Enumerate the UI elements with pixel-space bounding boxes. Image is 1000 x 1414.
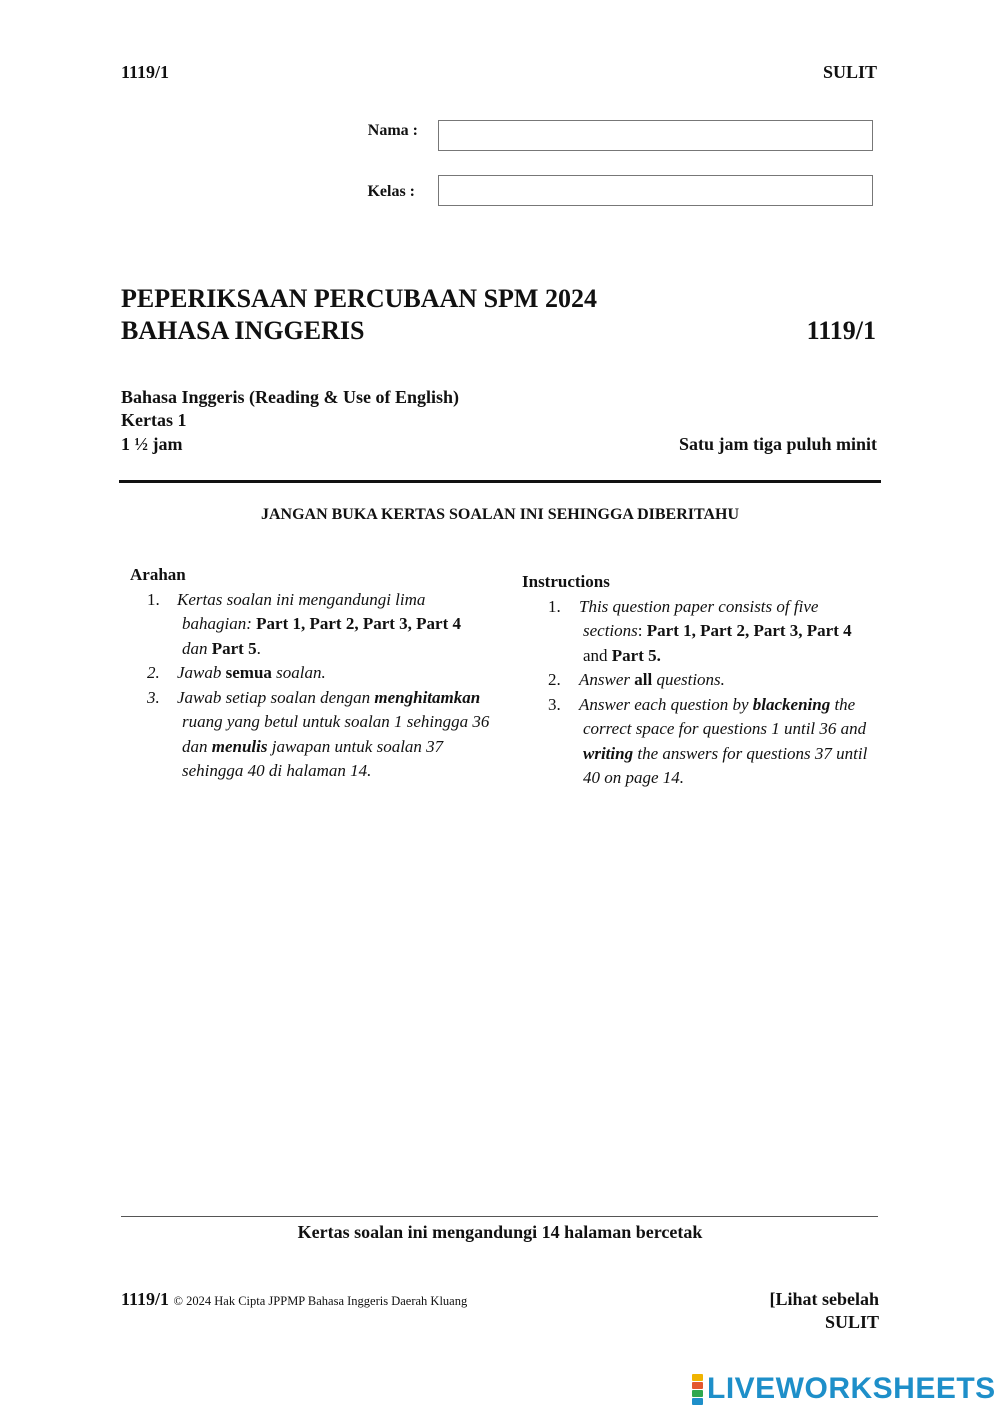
logo-bar	[692, 1398, 703, 1405]
copyright-text: © 2024 Hak Cipta JPPMP Bahasa Inggeris Daerah Kluang	[173, 1294, 468, 1308]
item-text: ruang yang betul untuk soalan 1 sehingga 36 dan	[182, 712, 490, 756]
instructions-english-heading: Instructions	[522, 572, 610, 591]
footer-code: 1119/1	[121, 1289, 170, 1309]
footer-divider	[121, 1216, 878, 1217]
item-bold: Part 1, Part 2, Part 3, Part 4	[256, 614, 462, 633]
item-number: 3.	[548, 694, 561, 714]
logo-bar	[692, 1374, 703, 1381]
duration: 1 ½ jam	[121, 434, 183, 454]
name-field[interactable]	[438, 120, 873, 151]
item-text: .	[256, 638, 261, 658]
item-text: jawapan untuk soalan 37 sehingga 40 di halaman 14.	[182, 736, 444, 780]
item-bold: blackening	[752, 694, 831, 714]
subject-title: BAHASA INGGERIS	[121, 316, 365, 345]
title-paper-code: 1119/1	[806, 316, 876, 345]
exam-title: PEPERIKSAAN PERCUBAAN SPM 2024	[121, 284, 597, 313]
liveworksheets-logo-icon	[692, 1374, 703, 1405]
item-text: Answer each question by	[579, 694, 753, 714]
list-item	[147, 686, 490, 784]
item-number: 3.	[147, 687, 160, 707]
item-bold: semua	[225, 663, 272, 682]
item-text: :	[637, 621, 647, 640]
liveworksheets-watermark	[692, 1372, 996, 1406]
item-text: This question paper consists of five sections	[579, 596, 819, 640]
item-text: and	[583, 645, 612, 665]
item-bold: menulis	[211, 736, 268, 756]
item-text: dan	[182, 638, 212, 658]
item-bold: all	[634, 670, 653, 689]
item-text: the answers for questions 37 until 40 on page 14.	[583, 743, 868, 787]
list-item	[147, 661, 490, 686]
logo-bar	[692, 1382, 703, 1389]
divider	[119, 480, 881, 483]
logo-bar	[692, 1390, 703, 1397]
item-text: Jawab setiap soalan dengan	[177, 687, 375, 707]
footer-copyright	[121, 1289, 467, 1310]
item-number: 2.	[548, 670, 561, 689]
item-number: 1.	[548, 596, 561, 616]
item-bold: Part 5	[211, 638, 257, 658]
see-next-page: [Lihat sebelah	[769, 1289, 879, 1309]
list-item	[548, 668, 872, 693]
item-bold: menghitamkan	[374, 687, 481, 707]
class-label: Kelas :	[367, 183, 415, 200]
duration-words: Satu jam tiga puluh minit	[678, 434, 877, 454]
item-bold: writing	[583, 743, 634, 763]
subject-name: Bahasa Inggeris (Reading & Use of English)	[121, 387, 460, 407]
item-text: the correct space for questions 1 until 36 and	[583, 694, 867, 738]
item-text: Answer	[579, 670, 635, 689]
class-field[interactable]	[438, 175, 873, 206]
footer-classification: SULIT	[824, 1312, 879, 1332]
page-count-note: Kertas soalan ini mengandungi 14 halaman bercetak	[297, 1222, 703, 1242]
list-item	[548, 693, 872, 791]
watermark-text: LIVEWORKSHEETS	[707, 1372, 996, 1405]
item-text: soalan.	[271, 663, 326, 682]
name-label: Nama :	[367, 122, 418, 139]
item-text: questions.	[652, 670, 725, 689]
warning-notice: JANGAN BUKA KERTAS SOALAN INI SEHINGGA DIBERITAHU	[260, 506, 740, 523]
item-bold: Part 5.	[611, 645, 661, 665]
item-number: 2.	[147, 663, 160, 682]
item-text: Jawab	[177, 663, 226, 682]
instructions-english	[522, 570, 872, 791]
item-text: Kertas soalan ini mengandungi lima bahagian:	[177, 589, 426, 633]
paper-number: Kertas 1	[121, 410, 187, 430]
instructions-malay-heading: Arahan	[130, 565, 186, 584]
classification-label: SULIT	[822, 62, 877, 82]
item-bold: Part 1, Part 2, Part 3, Part 4	[646, 621, 852, 640]
paper-code: 1119/1	[121, 62, 170, 82]
instructions-malay	[130, 563, 490, 784]
list-item	[147, 588, 490, 662]
list-item	[548, 595, 872, 669]
item-number: 1.	[147, 589, 160, 609]
